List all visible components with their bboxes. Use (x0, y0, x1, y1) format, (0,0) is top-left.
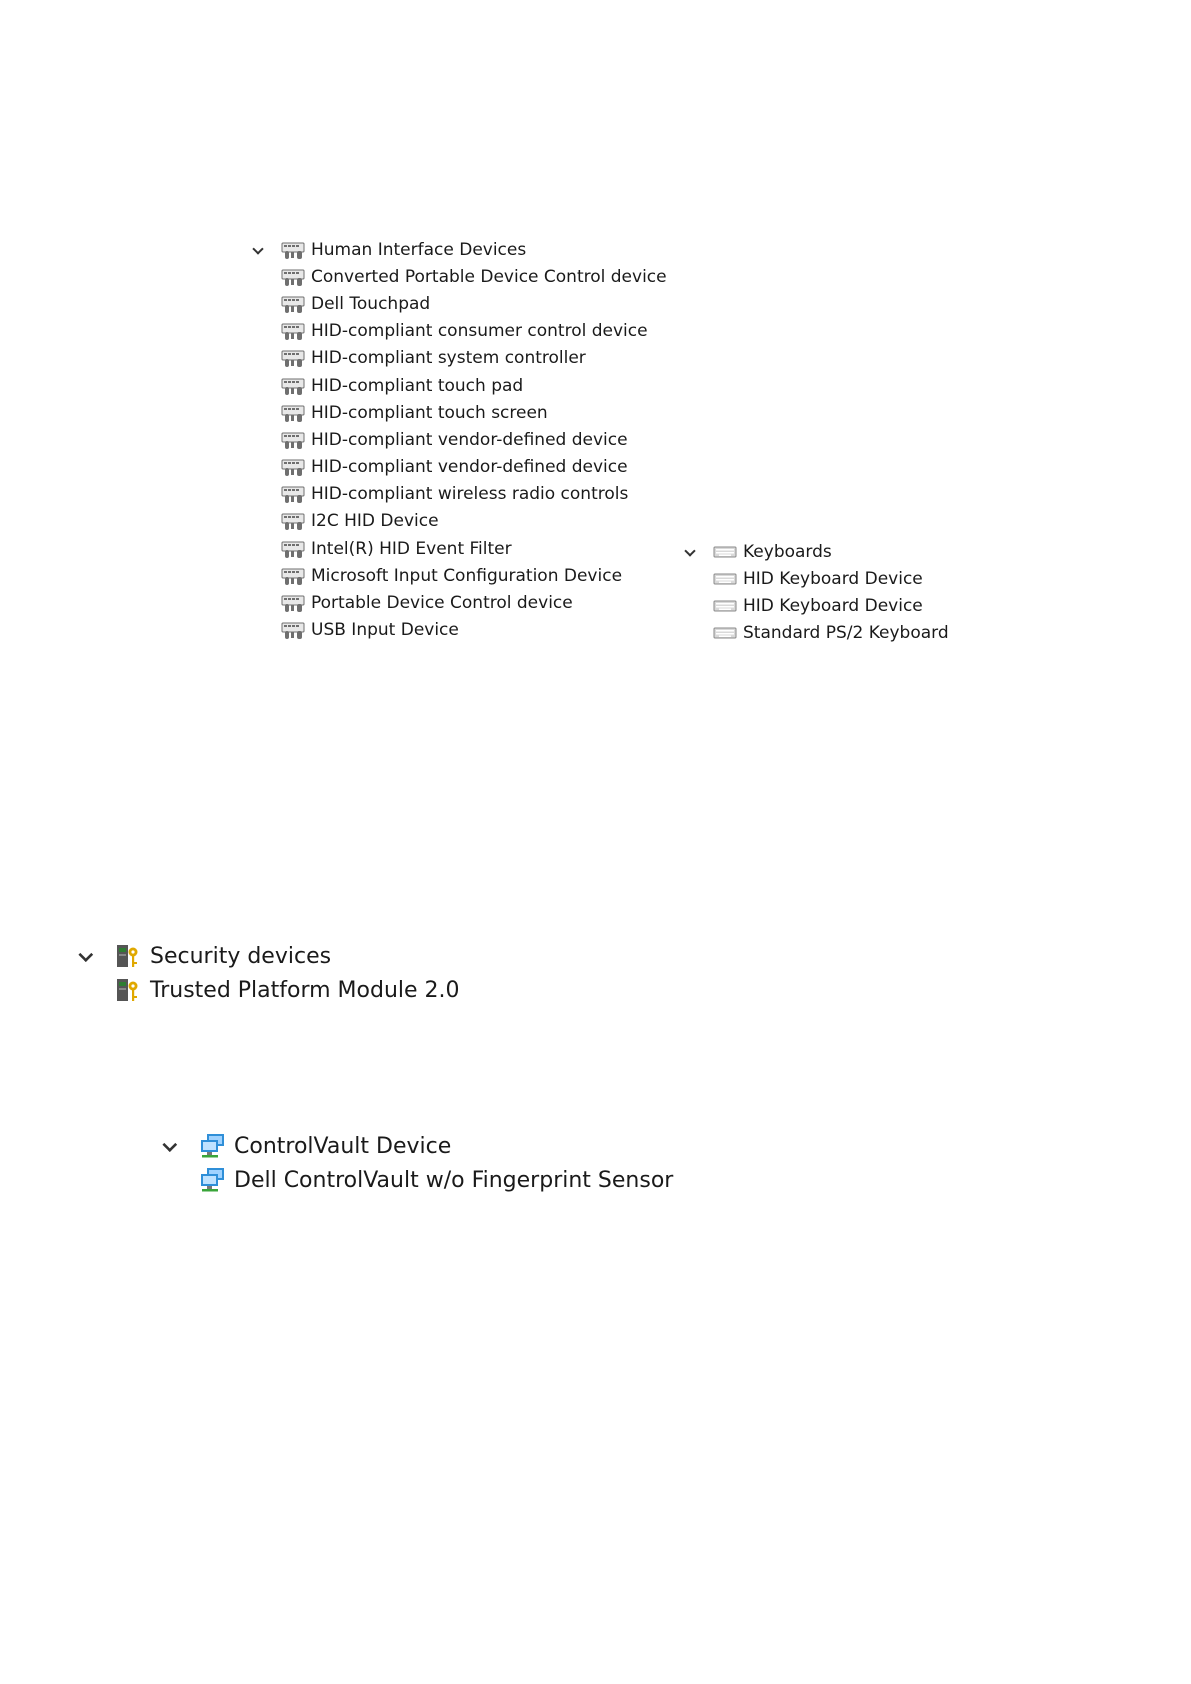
hid-icon (281, 430, 305, 450)
tree-node-keyboards[interactable] (684, 538, 949, 565)
tree-item-label: HID-compliant vendor-defined device (311, 429, 628, 450)
network-computer-icon (198, 1166, 226, 1194)
tree-node-human-interface-devices[interactable] (252, 236, 667, 263)
tree-item-label: HID-compliant touch pad (311, 375, 524, 396)
tree-item[interactable] (281, 263, 667, 290)
network-computer-icon (198, 1132, 226, 1160)
tree-node-label: Human Interface Devices (311, 239, 527, 260)
tree-item-label: HID Keyboard Device (743, 568, 923, 589)
tree-item[interactable] (114, 973, 460, 1007)
keyboard-icon (713, 569, 737, 589)
tree-security-devices (78, 939, 460, 1007)
security-key-icon (114, 976, 142, 1004)
hid-icon (281, 240, 305, 260)
hid-icon (281, 457, 305, 477)
tree-children (162, 1163, 673, 1197)
tree-children (684, 565, 949, 647)
tree-item[interactable] (281, 562, 667, 589)
tree-item[interactable] (198, 1163, 673, 1197)
tree-item-label: Intel(R) HID Event Filter (311, 538, 512, 559)
tree-item-label: HID-compliant vendor-defined device (311, 457, 628, 478)
hid-icon (281, 593, 305, 613)
tree-node-label: ControlVault Device (234, 1133, 452, 1159)
tree-item[interactable] (281, 508, 667, 535)
hid-icon (281, 267, 305, 287)
tree-item[interactable] (713, 592, 949, 619)
tree-item-label: HID-compliant wireless radio controls (311, 484, 629, 505)
keyboard-icon (713, 596, 737, 616)
tree-item-label: Converted Portable Device Control device (311, 266, 667, 287)
hid-icon (281, 348, 305, 368)
tree-node-security-devices[interactable] (78, 939, 460, 973)
tree-node-label: Security devices (150, 943, 332, 969)
tree-item[interactable] (281, 481, 667, 508)
tree-item-label: Standard PS/2 Keyboard (743, 623, 949, 644)
tree-item[interactable] (281, 345, 667, 372)
hid-icon (281, 321, 305, 341)
tree-item-label: I2C HID Device (311, 511, 439, 532)
hid-icon (281, 484, 305, 504)
tree-item[interactable] (281, 372, 667, 399)
tree-item-label: Dell ControlVault w/o Fingerprint Sensor (234, 1167, 674, 1193)
tree-item[interactable] (281, 589, 667, 616)
tree-item[interactable] (281, 399, 667, 426)
keyboard-icon (713, 542, 737, 562)
tree-item[interactable] (713, 565, 949, 592)
keyboard-icon (713, 623, 737, 643)
hid-icon (281, 511, 305, 531)
tree-item[interactable] (281, 318, 667, 345)
tree-item-label: HID-compliant consumer control device (311, 321, 648, 342)
hid-icon (281, 403, 305, 423)
tree-controlvault-device (162, 1129, 673, 1197)
tree-children (78, 973, 460, 1007)
tree-item-label: HID-compliant touch screen (311, 402, 548, 423)
tree-node-label: Keyboards (743, 541, 832, 562)
tree-item-label: HID Keyboard Device (743, 595, 923, 616)
tree-node-controlvault-device[interactable] (162, 1129, 673, 1163)
tree-human-interface-devices (252, 236, 667, 644)
chevron-down-icon[interactable] (162, 1140, 175, 1153)
tree-children (252, 263, 667, 644)
tree-item-label: USB Input Device (311, 620, 459, 641)
tree-item-label: HID-compliant system controller (311, 348, 586, 369)
tree-item[interactable] (713, 620, 949, 647)
hid-icon (281, 620, 305, 640)
tree-item[interactable] (281, 426, 667, 453)
tree-item[interactable] (281, 290, 667, 317)
chevron-down-icon[interactable] (252, 245, 262, 255)
tree-item[interactable] (281, 535, 667, 562)
hid-icon (281, 566, 305, 586)
tree-item-label: Microsoft Input Configuration Device (311, 565, 623, 586)
hid-icon (281, 294, 305, 314)
security-key-icon (114, 942, 142, 970)
tree-item[interactable] (281, 454, 667, 481)
hid-icon (281, 539, 305, 559)
hid-icon (281, 376, 305, 396)
tree-item[interactable] (281, 617, 667, 644)
tree-item-label: Portable Device Control device (311, 593, 573, 614)
chevron-down-icon[interactable] (684, 547, 694, 557)
tree-item-label: Trusted Platform Module 2.0 (150, 977, 460, 1003)
chevron-down-icon[interactable] (78, 950, 91, 963)
tree-item-label: Dell Touchpad (311, 293, 431, 314)
tree-keyboards (684, 538, 949, 647)
